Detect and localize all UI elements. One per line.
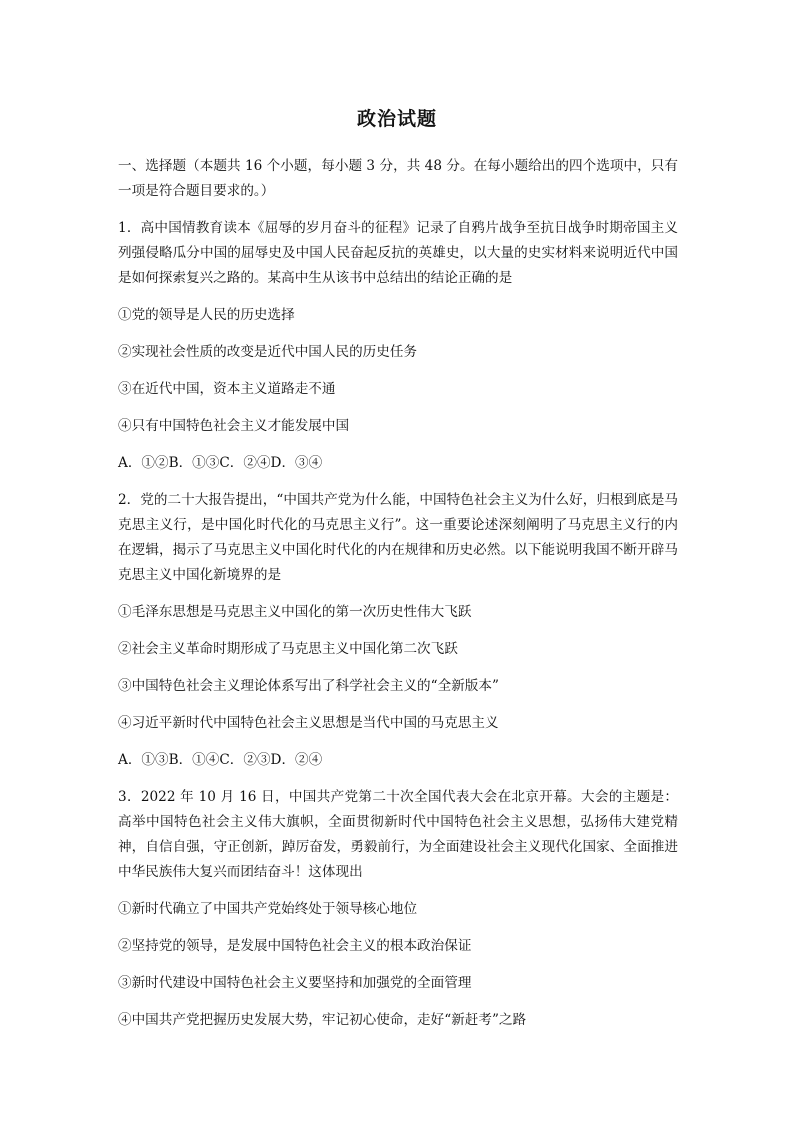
question-3-statement-3: ③新时代建设中国特色社会主义要坚持和加强党的全面管理 [118, 975, 472, 991]
question-3-stem: 3．2022 年 10 月 16 日，中国共产党第二十次全国代表大会在北京开幕。大会的主题是：高举中国特色社会主义伟大旗帜，全面贯彻新时代中国特色社会主义思想，弘扬伟大建党精神，自信自强，守正创新，踔厉奋发，勇毅前行，为全面建设社会主义现代化国家、全面推进中华民族伟大复兴而团结奋斗！这体现出 [118, 789, 678, 880]
section-header: 一、选择题（本题共 16 个小题，每小题 3 分，共 48 分。在每小题给出的四个选项中，只有一项是符合题目要求的。） [118, 158, 678, 199]
question-2-options: A．①③B．①④C．②③D．②④ [118, 752, 323, 768]
question-1-statement-1: ①党的领导是人民的历史选择 [118, 307, 295, 323]
question-1-statement-3: ③在近代中国，资本主义道路走不通 [118, 381, 336, 397]
question-2-statement-4: ④习近平新时代中国特色社会主义思想是当代中国的马克思主义 [118, 715, 499, 731]
exam-content [118, 154, 678, 1045]
question-1-statement-4: ④只有中国特色社会主义才能发展中国 [118, 418, 350, 434]
question-1-options: A．①②B．①③C．②④D．③④ [118, 455, 323, 471]
question-2-statement-3: ③中国特色社会主义理论体系写出了科学社会主义的“全新版本” [118, 678, 499, 694]
question-3-statement-1: ①新时代确立了中国共产党始终处于领导核心地位 [118, 901, 418, 917]
question-1-stem: 1．高中国情教育读本《屈辱的岁月奋斗的征程》记录了自鸦片战争至抗日战争时期帝国主义列强侵略瓜分中国的屈辱史及中国人民奋起反抗的英雄史，以大量的史实材料来说明近代中国是如何探索复兴之路的。某高中生从该书中总结出的结论正确的是 [118, 220, 678, 286]
question-2-stem: 2．党的二十大报告提出，“中国共产党为什么能，中国特色社会主义为什么好，归根到底是马克思主义行，是中国化时代化的马克思主义行”。这一重要论述深刻阐明了马克思主义行的内在逻辑，揭示了马克思主义中国化时代化的内在规律和历史必然。以下能说明我国不断开辟马克思主义中国化新境界的是 [118, 492, 678, 583]
question-2-statement-1: ①毛泽东思想是马克思主义中国化的第一次历史性伟大飞跃 [118, 604, 472, 620]
question-2-statement-2: ②社会主义革命时期形成了马克思主义中国化第二次飞跃 [118, 641, 458, 657]
question-1-statement-2: ②实现社会性质的改变是近代中国人民的历史任务 [118, 344, 418, 360]
question-3-statement-4: ④中国共产党把握历史发展大势，牢记初心使命，走好“新赶考”之路 [118, 1012, 527, 1028]
question-3-statement-2: ②坚持党的领导，是发展中国特色社会主义的根本政治保证 [118, 938, 472, 954]
page-title: 政治试题 [356, 108, 437, 130]
